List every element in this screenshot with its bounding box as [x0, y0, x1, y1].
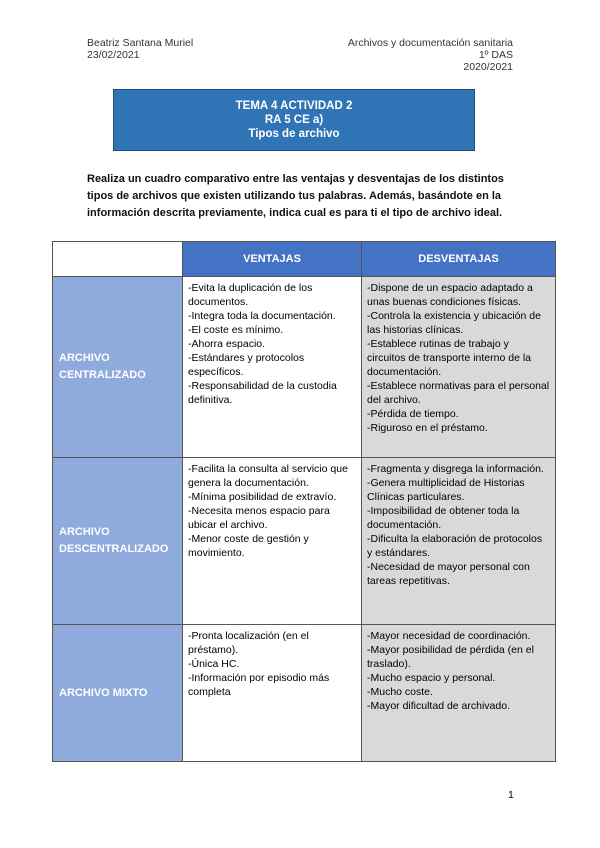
list-item: -El coste es mínimo.: [188, 324, 284, 336]
table-corner-cell: [53, 242, 183, 277]
list-item: -Establece rutinas de trabajo y circuitos de transporte interno de la documentación.: [367, 338, 532, 378]
instructions-text: Realiza un cuadro comparativo entre las ventajas y desventajas de los distintos tipos de archivos que existen utilizando tus palabras. Además, basándote en la información descrita previamente, indica cual es para ti el tipo de archivo ideal.: [87, 173, 504, 219]
table-header-row: [53, 242, 556, 277]
list-item: -Menor coste de gestión y movimiento.: [188, 533, 309, 559]
list-item: -Mayor dificultad de archivado.: [367, 700, 510, 712]
list-item: -Información por episodio más completa: [188, 672, 330, 698]
list-item: -Genera multiplicidad de Historias Clínicas particulares.: [367, 477, 525, 503]
title-line-3: Tipos de archivo: [248, 128, 340, 140]
table-row: [53, 458, 556, 625]
list-item: -Pronta localización (en el préstamo).: [188, 630, 309, 656]
list-item: -Dificulta la elaboración de protocolos y estándares.: [367, 533, 543, 559]
list-item: -Fragmenta y disgrega la información.: [367, 463, 544, 475]
list-item: -Única HC.: [188, 658, 240, 670]
desventajas-cell: [362, 458, 556, 625]
list-item: -Pérdida de tiempo.: [367, 408, 459, 420]
header-desventajas: DESVENTAJAS: [362, 242, 556, 277]
list-item: -Necesita menos espacio para ubicar el archivo.: [188, 505, 330, 531]
list-item: -Responsabilidad de la custodia definitiva.: [188, 380, 337, 406]
row-label-line: CENTRALIZADO: [59, 369, 146, 381]
list-item: -Riguroso en el préstamo.: [367, 422, 488, 434]
title-line-1: TEMA 4 ACTIVIDAD 2: [235, 100, 353, 112]
title-line-2: RA 5 CE a): [264, 114, 324, 126]
list-item: -Establece normativas para el personal del archivo.: [367, 380, 550, 406]
list-item: -Imposibilidad de obtener toda la documentación.: [367, 505, 520, 531]
row-label-line: DESCENTRALIZADO: [59, 543, 169, 555]
title-box: [113, 89, 475, 151]
desventajas-cell: [362, 277, 556, 458]
list-item: -Facilita la consulta al servicio que genera la documentación.: [188, 463, 348, 489]
author-name: Beatriz Santana Muriel: [87, 37, 194, 49]
school-year: 2020/2021: [463, 61, 513, 73]
list-item: -Estándares y protocolos específicos.: [188, 352, 305, 378]
row-label-line: ARCHIVO MIXTO: [59, 686, 148, 699]
list-item: -Dispone de un espacio adaptado a unas buenas condiciones físicas.: [367, 282, 533, 308]
page-number: 1: [508, 789, 514, 801]
ventajas-cell: [183, 277, 362, 458]
row-label-centralizado: [53, 277, 183, 458]
subject-name: Archivos y documentación sanitaria: [347, 37, 513, 49]
document-date: 23/02/2021: [87, 49, 140, 61]
ventajas-cell: [183, 625, 362, 762]
table-row: [53, 625, 556, 762]
list-item: -Necesidad de mayor personal con tareas repetitivas.: [367, 561, 530, 587]
ventajas-cell: [183, 458, 362, 625]
list-item: -Mayor necesidad de coordinación.: [367, 630, 531, 642]
list-item: -Evita la duplicación de los documentos.: [188, 282, 313, 308]
list-item: -Integra toda la documentación.: [188, 310, 336, 322]
comparison-table: [52, 241, 556, 762]
header-ventajas: VENTAJAS: [183, 242, 362, 277]
desventajas-cell: [362, 625, 556, 762]
row-label-line: ARCHIVO: [59, 352, 110, 364]
header-right: [348, 37, 513, 73]
list-item: -Mayor posibilidad de pérdida (en el traslado).: [367, 644, 534, 670]
table-row: [53, 277, 556, 458]
list-item: -Mínima posibilidad de extravío.: [188, 491, 337, 503]
list-item: -Mucho espacio y personal.: [367, 672, 496, 684]
row-label-mixto: [53, 625, 183, 762]
row-label-line: ARCHIVO: [59, 526, 110, 538]
list-item: -Controla la existencia y ubicación de las historias clínicas.: [367, 310, 541, 336]
list-item: -Mucho coste.: [367, 686, 433, 698]
header-left: [87, 37, 193, 61]
course-name: 1º DAS: [478, 49, 513, 61]
row-label-descentralizado: [53, 458, 183, 625]
list-item: -Ahorra espacio.: [188, 338, 266, 350]
